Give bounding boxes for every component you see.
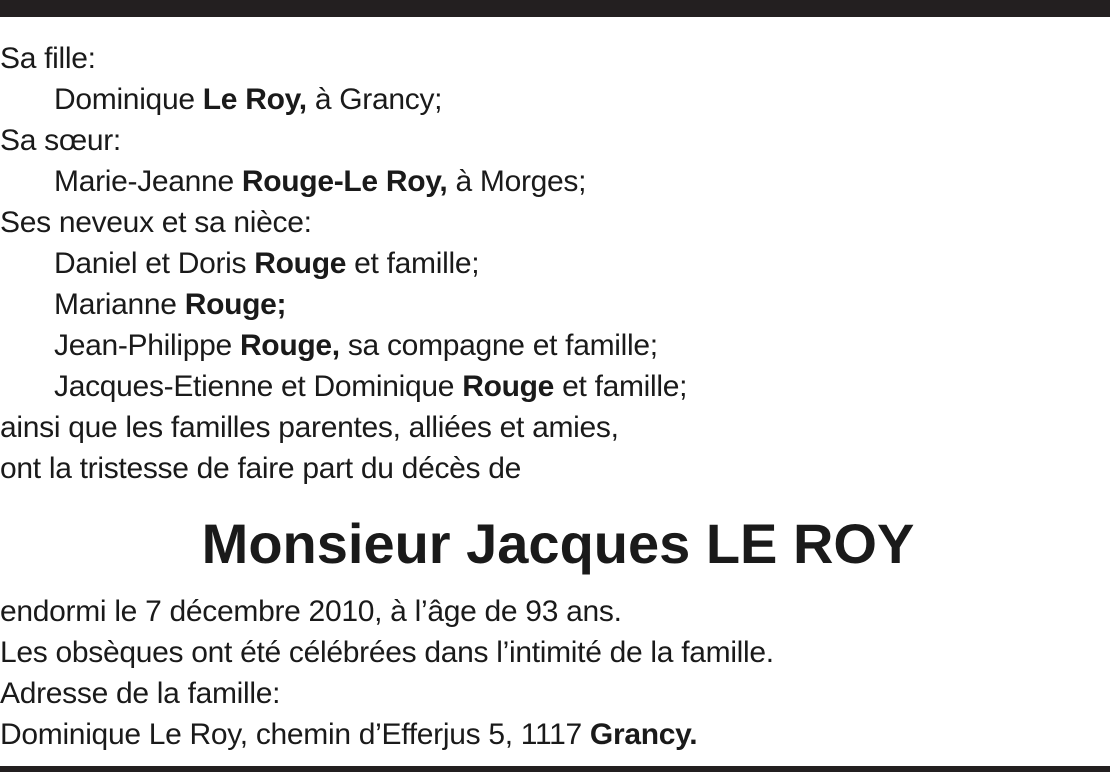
nephew-suffix: sa compagne et famille; xyxy=(347,329,658,362)
family-address xyxy=(0,714,1110,755)
bottom-border-rule xyxy=(0,766,1110,772)
address-town: Grancy. xyxy=(589,718,698,751)
address-heading: Adresse de la famille: xyxy=(0,677,281,710)
announcement-line: ont la tristesse de faire part du décès de xyxy=(0,452,522,485)
address-text: Dominique Le Roy, chemin d’Efferjus 5, 1117 xyxy=(0,718,582,751)
sister-surname: Rouge-Le Roy, xyxy=(241,165,448,198)
nephew-entry xyxy=(0,325,1110,366)
nephew-surname: Rouge xyxy=(254,247,347,280)
funeral-line: Les obsèques ont été célébrées dans l’intimité de la famille. xyxy=(0,636,774,669)
nephews-heading: Ses neveux et sa nièce: xyxy=(0,206,312,239)
nephew-surname: Rouge xyxy=(462,370,555,403)
nephew-entry xyxy=(0,284,1110,325)
nephew-entry xyxy=(0,243,1110,284)
daughter-surname: Le Roy, xyxy=(202,83,307,116)
sister-name: Marie-Jeanne xyxy=(54,165,234,198)
death-date-line: endormi le 7 décembre 2010, à l’âge de 93 ans. xyxy=(0,595,622,628)
families-line: ainsi que les familles parentes, alliées et amies, xyxy=(0,411,619,444)
sister-place: à Morges; xyxy=(455,165,587,198)
death-notice xyxy=(0,38,1110,755)
nephew-name: Jean-Philippe xyxy=(54,329,232,362)
daughter-name: Dominique xyxy=(54,83,195,116)
nephew-surname: Rouge, xyxy=(239,329,340,362)
daughter-heading: Sa fille: xyxy=(0,42,96,75)
sister-heading: Sa sœur: xyxy=(0,124,121,157)
daughter-entry xyxy=(0,79,1110,120)
nephew-suffix: et famille; xyxy=(562,370,688,403)
nephew-surname: Rouge; xyxy=(184,288,287,321)
deceased-name: Monsieur Jacques LE ROY xyxy=(201,512,915,575)
daughter-place: à Grancy; xyxy=(314,83,443,116)
nephew-name: Jacques-Etienne et Dominique xyxy=(54,370,455,403)
top-border-rule xyxy=(0,0,1110,17)
nephew-suffix: et famille; xyxy=(354,247,480,280)
nephew-entry xyxy=(0,366,1110,407)
nephew-name: Daniel et Doris xyxy=(54,247,247,280)
sister-entry xyxy=(0,161,1110,202)
nephew-name: Marianne xyxy=(54,288,177,321)
